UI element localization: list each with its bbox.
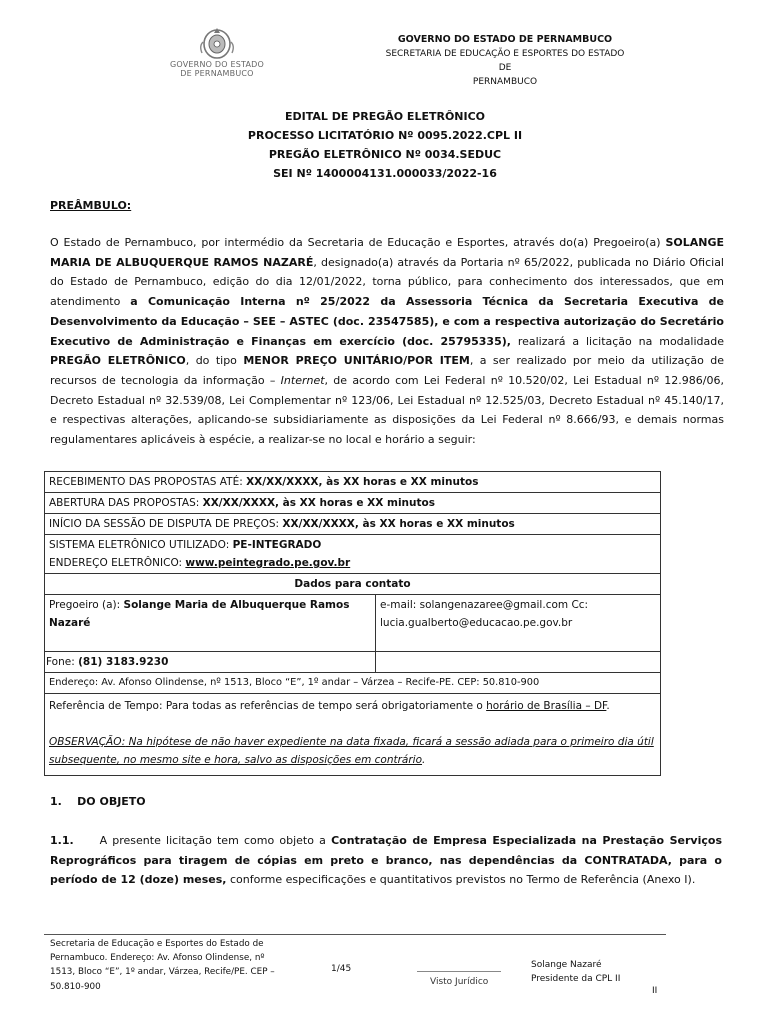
inicio-value: XX/XX/XXXX, às XX horas e XX minutos	[282, 518, 515, 530]
ref-tempo-horario: horário de Brasília – DF	[486, 700, 607, 712]
endereco-cell	[45, 673, 661, 694]
title-processo: PROCESSO LICITATÓRIO Nº 0095.2022.CPL II	[247, 129, 523, 142]
footer-address: Secretaria de Educação e Esportes do Estado de Pernambuco. Endereço: Av. Afonso Olindense, nº 1513, Bloco “E”, 1º andar, Várzea, Recife/PE. CEP – 50.810-900	[50, 939, 275, 992]
page-number: 1/45	[331, 964, 352, 974]
table-row	[45, 493, 661, 514]
gov-line2: SECRETARIA DE EDUCAÇÃO E ESPORTES DO ESTADO DE	[385, 49, 625, 73]
visto-signature-line	[417, 971, 501, 972]
empty-cell	[376, 652, 661, 673]
logo-text-line1: GOVERNO DO ESTADO	[170, 60, 264, 69]
fone-cell	[45, 652, 376, 673]
visto-juridico: Visto Jurídico	[430, 977, 489, 987]
state-logo	[163, 26, 271, 84]
obs-end: .	[422, 754, 426, 766]
recebimento-cell	[45, 472, 661, 493]
clause-text-2: conforme especificações e quantitativos previstos no Termo de Referência (Anexo I).	[226, 873, 696, 886]
recebimento-label: RECEBIMENTO DAS PROPOSTAS ATÉ:	[49, 476, 247, 488]
signature-role: Presidente da CPL II	[531, 974, 621, 984]
comunicacao-interna: a Comunicação Interna nº 25/2022 da Assessoria Técnica da Secretaria Executiva de Desenvolvimento da Educação – SEE – ASTEC (doc. 23547585), e com a respectiva autorização do Secretário Executivo de Administração e Finanças em exercício (doc. 25795335),	[50, 295, 725, 348]
clause-text-1: A presente licitação tem como objeto a	[73, 834, 332, 847]
table-row	[45, 574, 661, 595]
abertura-label: ABERTURA DAS PROPOSTAS:	[49, 497, 203, 509]
obs-text: Na hipótese de não haver expediente na data fixada, ficará a sessão adiada para o primeiro dia útil subsequente, no mesmo site e hora, salvo as disposições em contrário	[49, 736, 654, 766]
obs-label: OBSERVAÇÃO:	[49, 736, 126, 748]
logo-text-line2: DE PERNAMBUCO	[180, 69, 254, 78]
abertura-value: XX/XX/XXXX, às XX horas e XX minutos	[202, 497, 435, 509]
pregoeiro-name: SOLANGE MARIA DE ALBUQUERQUE RAMOS NAZARÉ	[50, 236, 724, 269]
document-titles	[0, 107, 770, 183]
dados-contato-header: Dados para contato	[45, 574, 661, 595]
recebimento-value: XX/XX/XXXX, às XX horas e XX minutos	[246, 476, 479, 488]
table-row	[45, 514, 661, 535]
signature-name: Solange Nazaré	[531, 960, 602, 970]
gov-line3: PERNAMBUCO	[472, 77, 538, 87]
fone-label: Fone:	[46, 656, 79, 668]
modalidade: PREGÃO ELETRÔNICO	[50, 354, 186, 368]
tipo: MENOR PREÇO UNITÁRIO/POR ITEM	[243, 354, 470, 368]
fone-value: (81) 3183.9230	[78, 656, 169, 668]
sistema-cell	[45, 535, 661, 574]
page-mark: II	[652, 986, 658, 996]
table-row	[45, 535, 661, 574]
footer-divider	[44, 934, 666, 935]
preambulo-text-5: , a ser realizado por meio da utilização de recursos de tecnologia da informação –	[50, 354, 725, 387]
email-cell: e-mail: solangenazaree@gmail.com Cc: lucia.gualberto@educacao.pe.gov.br	[376, 595, 661, 652]
sistema-value: PE-INTEGRADO	[232, 539, 322, 551]
preambulo-text-6: , de acordo com Lei Federal nº 10.520/02, Lei Estadual nº 12.986/06, Decreto Estadual nº 32.539/08, Lei Complementar nº 123/06, Lei Estadual nº 12.525/03, Decreto Estadual nº 45.140/17, e respectivas alterações, aplicando-se subsidiariamente as disposições da Lei Federal nº 8.666/93, e demais normas regulamentares aplicáveis à espécie, a realizar-se no local e horário a seguir:	[50, 373, 724, 447]
preambulo-text-2: , designado(a) através da Portaria nº 65/2022, publicada no Diário Oficial do Estado de Pernambuco, edição do dia 12/01/2022, torna público, para conhecimento dos interessados, que em atendimento	[50, 255, 724, 309]
table-row	[45, 652, 661, 673]
coat-of-arms-icon	[197, 26, 237, 60]
title-edital: EDITAL DE PREGÃO ELETRÔNICO	[284, 110, 486, 123]
inicio-label: INÍCIO DA SESSÃO DE DISPUTA DE PREÇOS:	[49, 518, 283, 530]
clause-object: Contratação de Empresa Especializada na Prestação Serviços Reprográficos para tiragem de cópias em preto e branco, nas dependências da CONTRATADA, para o período de 12 (doze) meses,	[50, 834, 722, 886]
internet-word: Internet	[280, 373, 325, 387]
table-row	[45, 595, 661, 652]
ref-tempo-end: .	[606, 700, 610, 712]
abertura-cell	[45, 493, 661, 514]
endereco-label: Endereço:	[49, 677, 102, 688]
sistema-label: SISTEMA ELETRÔNICO UTILIZADO:	[49, 539, 233, 551]
signature-block	[531, 958, 620, 986]
preambulo-paragraph	[50, 233, 724, 450]
pregoeiro-label: Pregoeiro (a):	[49, 599, 124, 611]
section-1-1-paragraph	[50, 831, 722, 890]
section-1-heading: 1. DO OBJETO	[50, 795, 146, 808]
clause-number: 1.1.	[50, 834, 74, 847]
pregoeiro-value: Solange Maria de Albuquerque Ramos Nazaré	[49, 599, 350, 629]
table-row	[45, 694, 661, 776]
preambulo-text-3: realizará a licitação na modalidade	[510, 334, 724, 348]
pregoeiro-cell	[45, 595, 376, 652]
table-row	[45, 673, 661, 694]
preambulo-text-4: , do tipo	[185, 354, 244, 368]
endereco-value: Av. Afonso Olindense, nº 1513, Bloco “E”, 1º andar – Várzea – Recife-PE. CEP: 50.810-900	[101, 677, 540, 688]
observacoes-cell	[45, 694, 661, 776]
title-pregao: PREGÃO ELETRÔNICO Nº 0034.SEDUC	[268, 148, 502, 161]
inicio-cell	[45, 514, 661, 535]
preambulo-text-1: O Estado de Pernambuco, por intermédio da Secretaria de Educação e Esportes, através do(a) Pregoeiro(a)	[50, 236, 666, 249]
endereco-eletronico-link[interactable]: www.peintegrado.pe.gov.br	[185, 557, 351, 569]
preambulo-heading: PREÂMBULO:	[50, 199, 132, 212]
gov-line1: GOVERNO DO ESTADO DE PERNAMBUCO	[397, 34, 613, 45]
ref-tempo-text: Referência de Tempo: Para todas as referências de tempo será obrigatoriamente o	[49, 700, 487, 712]
session-info-table	[44, 471, 661, 776]
endereco-eletronico-label: ENDEREÇO ELETRÔNICO:	[49, 557, 186, 569]
government-header	[380, 33, 630, 89]
title-sei: SEI Nº 1400004131.000033/2022-16	[273, 167, 497, 180]
table-row	[45, 472, 661, 493]
